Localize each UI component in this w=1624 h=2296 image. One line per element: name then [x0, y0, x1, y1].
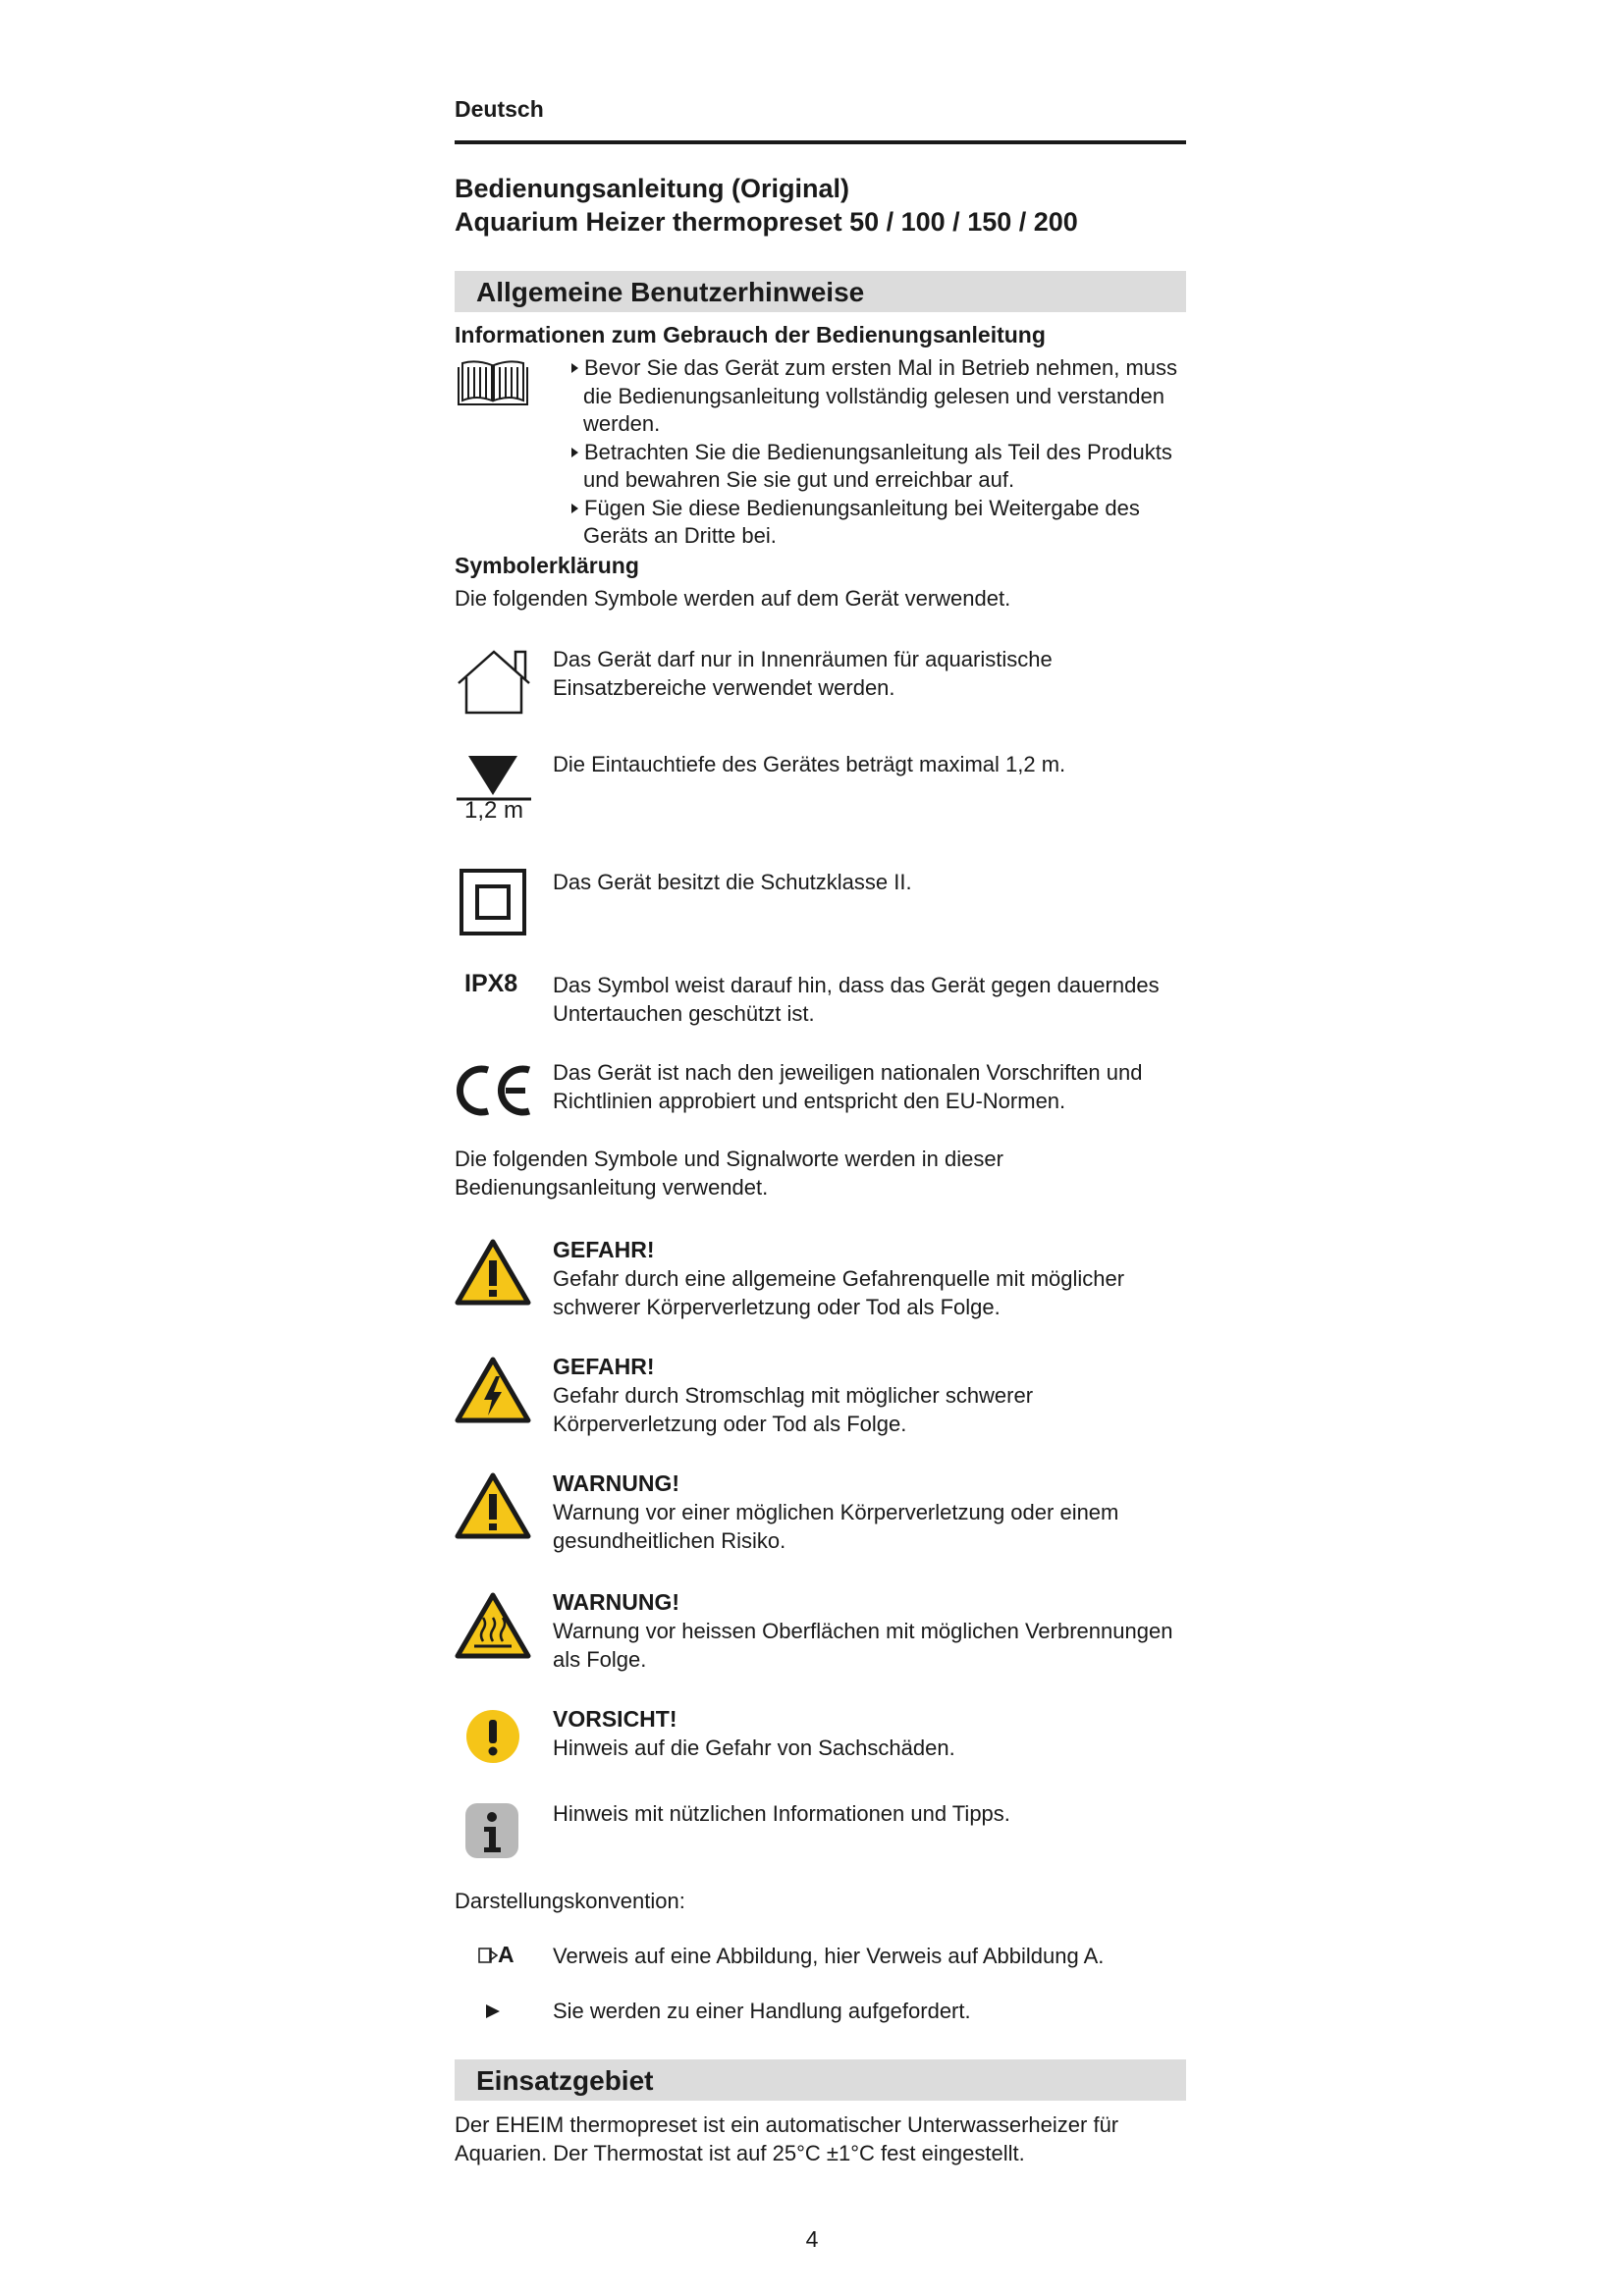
title-line-2: Aquarium Heizer thermopreset 50 / 100 / 150 / 200: [455, 207, 1078, 237]
convention-heading: Darstellungskonvention:: [455, 1889, 685, 1913]
warning-title: WARNUNG!: [553, 1589, 680, 1615]
figure-reference-symbol: [478, 1942, 514, 1968]
warning-text: Warnung vor heissen Oberflächen mit möglichen Verbrennungen als Folge.: [553, 1619, 1173, 1672]
bullet-text: Fügen Sie diese Bedienungsanleitung bei Weitergabe des Geräts an Dritte bei.: [583, 495, 1140, 548]
warning-text: Gefahr durch Stromschlag mit möglicher schwerer Körperverletzung oder Tod als Folge.: [553, 1383, 1034, 1436]
title-line-1: Bedienungsanleitung (Original): [455, 174, 850, 203]
caution-icon: [464, 1708, 521, 1765]
bullet-triangle-icon: [571, 504, 578, 513]
warning-title: VORSICHT!: [553, 1706, 677, 1732]
info-icon: [464, 1802, 519, 1859]
section-heading-application-text: Einsatzgebiet: [476, 2065, 654, 2096]
warning-injury: [553, 1469, 1189, 1555]
bullet-item: [569, 354, 1188, 439]
warning-text: Warnung vor einer möglichen Körperverletzung oder einem gesundheitlichen Risiko.: [553, 1500, 1119, 1553]
document-title: [455, 172, 1078, 239]
bullet-item: [569, 439, 1188, 495]
warning-general-danger: [553, 1236, 1189, 1321]
bullet-item: [569, 495, 1188, 551]
info-note: [553, 1799, 1189, 1828]
page-number: 4: [805, 2226, 819, 2252]
indoor-text: Das Gerät darf nur in Innenräumen für aquaristische Einsatzbereiche verwendet werden.: [553, 647, 1053, 700]
hot-surface-icon: [455, 1592, 531, 1659]
figure-reference-letter: A: [498, 1942, 514, 1967]
figure-reference-text: Verweis auf eine Abbildung, hier Verweis auf Abbildung A.: [553, 1944, 1105, 1968]
warning-text: Hinweis auf die Gefahr von Sachschäden.: [553, 1735, 955, 1760]
info-text: Hinweis mit nützlichen Informationen und Tipps.: [553, 1801, 1010, 1826]
ce-mark-icon: [455, 1062, 533, 1119]
bullet-triangle-icon: [571, 363, 578, 373]
section-heading-general-text: Allgemeine Benutzerhinweise: [476, 277, 865, 307]
house-icon: [455, 648, 533, 717]
warning-text: Gefahr durch eine allgemeine Gefahrenquelle mit möglicher schwerer Körperverletzung oder Tod als Folge.: [553, 1266, 1125, 1319]
book-icon: [455, 359, 531, 410]
ipx8-text: Das Symbol weist darauf hin, dass das Gerät gegen dauerndes Untertauchen geschützt ist.: [553, 973, 1160, 1026]
section-heading-general: [455, 271, 1186, 312]
application-text: Der EHEIM thermopreset ist ein automatischer Unterwasserheizer für Aquarien. Der Thermostat ist auf 25°C ±1°C fest eingestellt.: [455, 2112, 1119, 2165]
warning-hot-surface: [553, 1588, 1189, 1674]
bullet-text: Bevor Sie das Gerät zum ersten Mal in Betrieb nehmen, muss die Bedienungsanleitung vollständig gelesen und verstanden werden.: [583, 355, 1178, 436]
action-text: Sie werden zu einer Handlung aufgefordert.: [553, 1999, 971, 2023]
warning-injury-icon: [455, 1472, 531, 1539]
usage-bullet-list: [569, 354, 1188, 551]
warning-title: WARNUNG!: [553, 1470, 680, 1496]
depth-text: Die Eintauchtiefe des Gerätes beträgt maximal 1,2 m.: [553, 752, 1066, 776]
depth-label: 1,2 m: [464, 797, 524, 824]
protection-class-text: Das Gerät besitzt die Schutzklasse II.: [553, 870, 912, 894]
symbols-intro: Die folgenden Symbole werden auf dem Gerät verwendet.: [455, 586, 1011, 611]
subheading-symbols: Symbolerklärung: [455, 553, 639, 578]
general-danger-icon: [455, 1239, 531, 1306]
bullet-text: Betrachten Sie die Bedienungsanleitung als Teil des Produkts und bewahren Sie sie gut und erreichbar auf.: [583, 439, 1172, 492]
header-rule: [455, 140, 1186, 144]
action-arrow-icon: [486, 2004, 500, 2018]
protection-class-2-icon: [459, 868, 527, 936]
warning-title: GEFAHR!: [553, 1354, 655, 1379]
subheading-manual-usage: Informationen zum Gebrauch der Bedienungsanleitung: [455, 322, 1046, 347]
bullet-triangle-icon: [571, 448, 578, 457]
language-label: Deutsch: [455, 96, 544, 122]
warning-caution: [553, 1705, 1189, 1762]
figure-reference-icon: [478, 1947, 498, 1964]
signal-words-intro: Die folgenden Symbole und Signalworte werden in dieser Bedienungsanleitung verwendet.: [455, 1147, 1003, 1200]
ipx8-label: IPX8: [464, 970, 518, 997]
warning-electric-shock: [553, 1353, 1189, 1438]
warning-title: GEFAHR!: [553, 1237, 655, 1262]
ce-text: Das Gerät ist nach den jeweiligen nationalen Vorschriften und Richtlinien approbiert und entspricht den EU-Normen.: [553, 1060, 1143, 1113]
electric-shock-icon: [455, 1357, 531, 1423]
section-heading-application: [455, 2059, 1186, 2101]
